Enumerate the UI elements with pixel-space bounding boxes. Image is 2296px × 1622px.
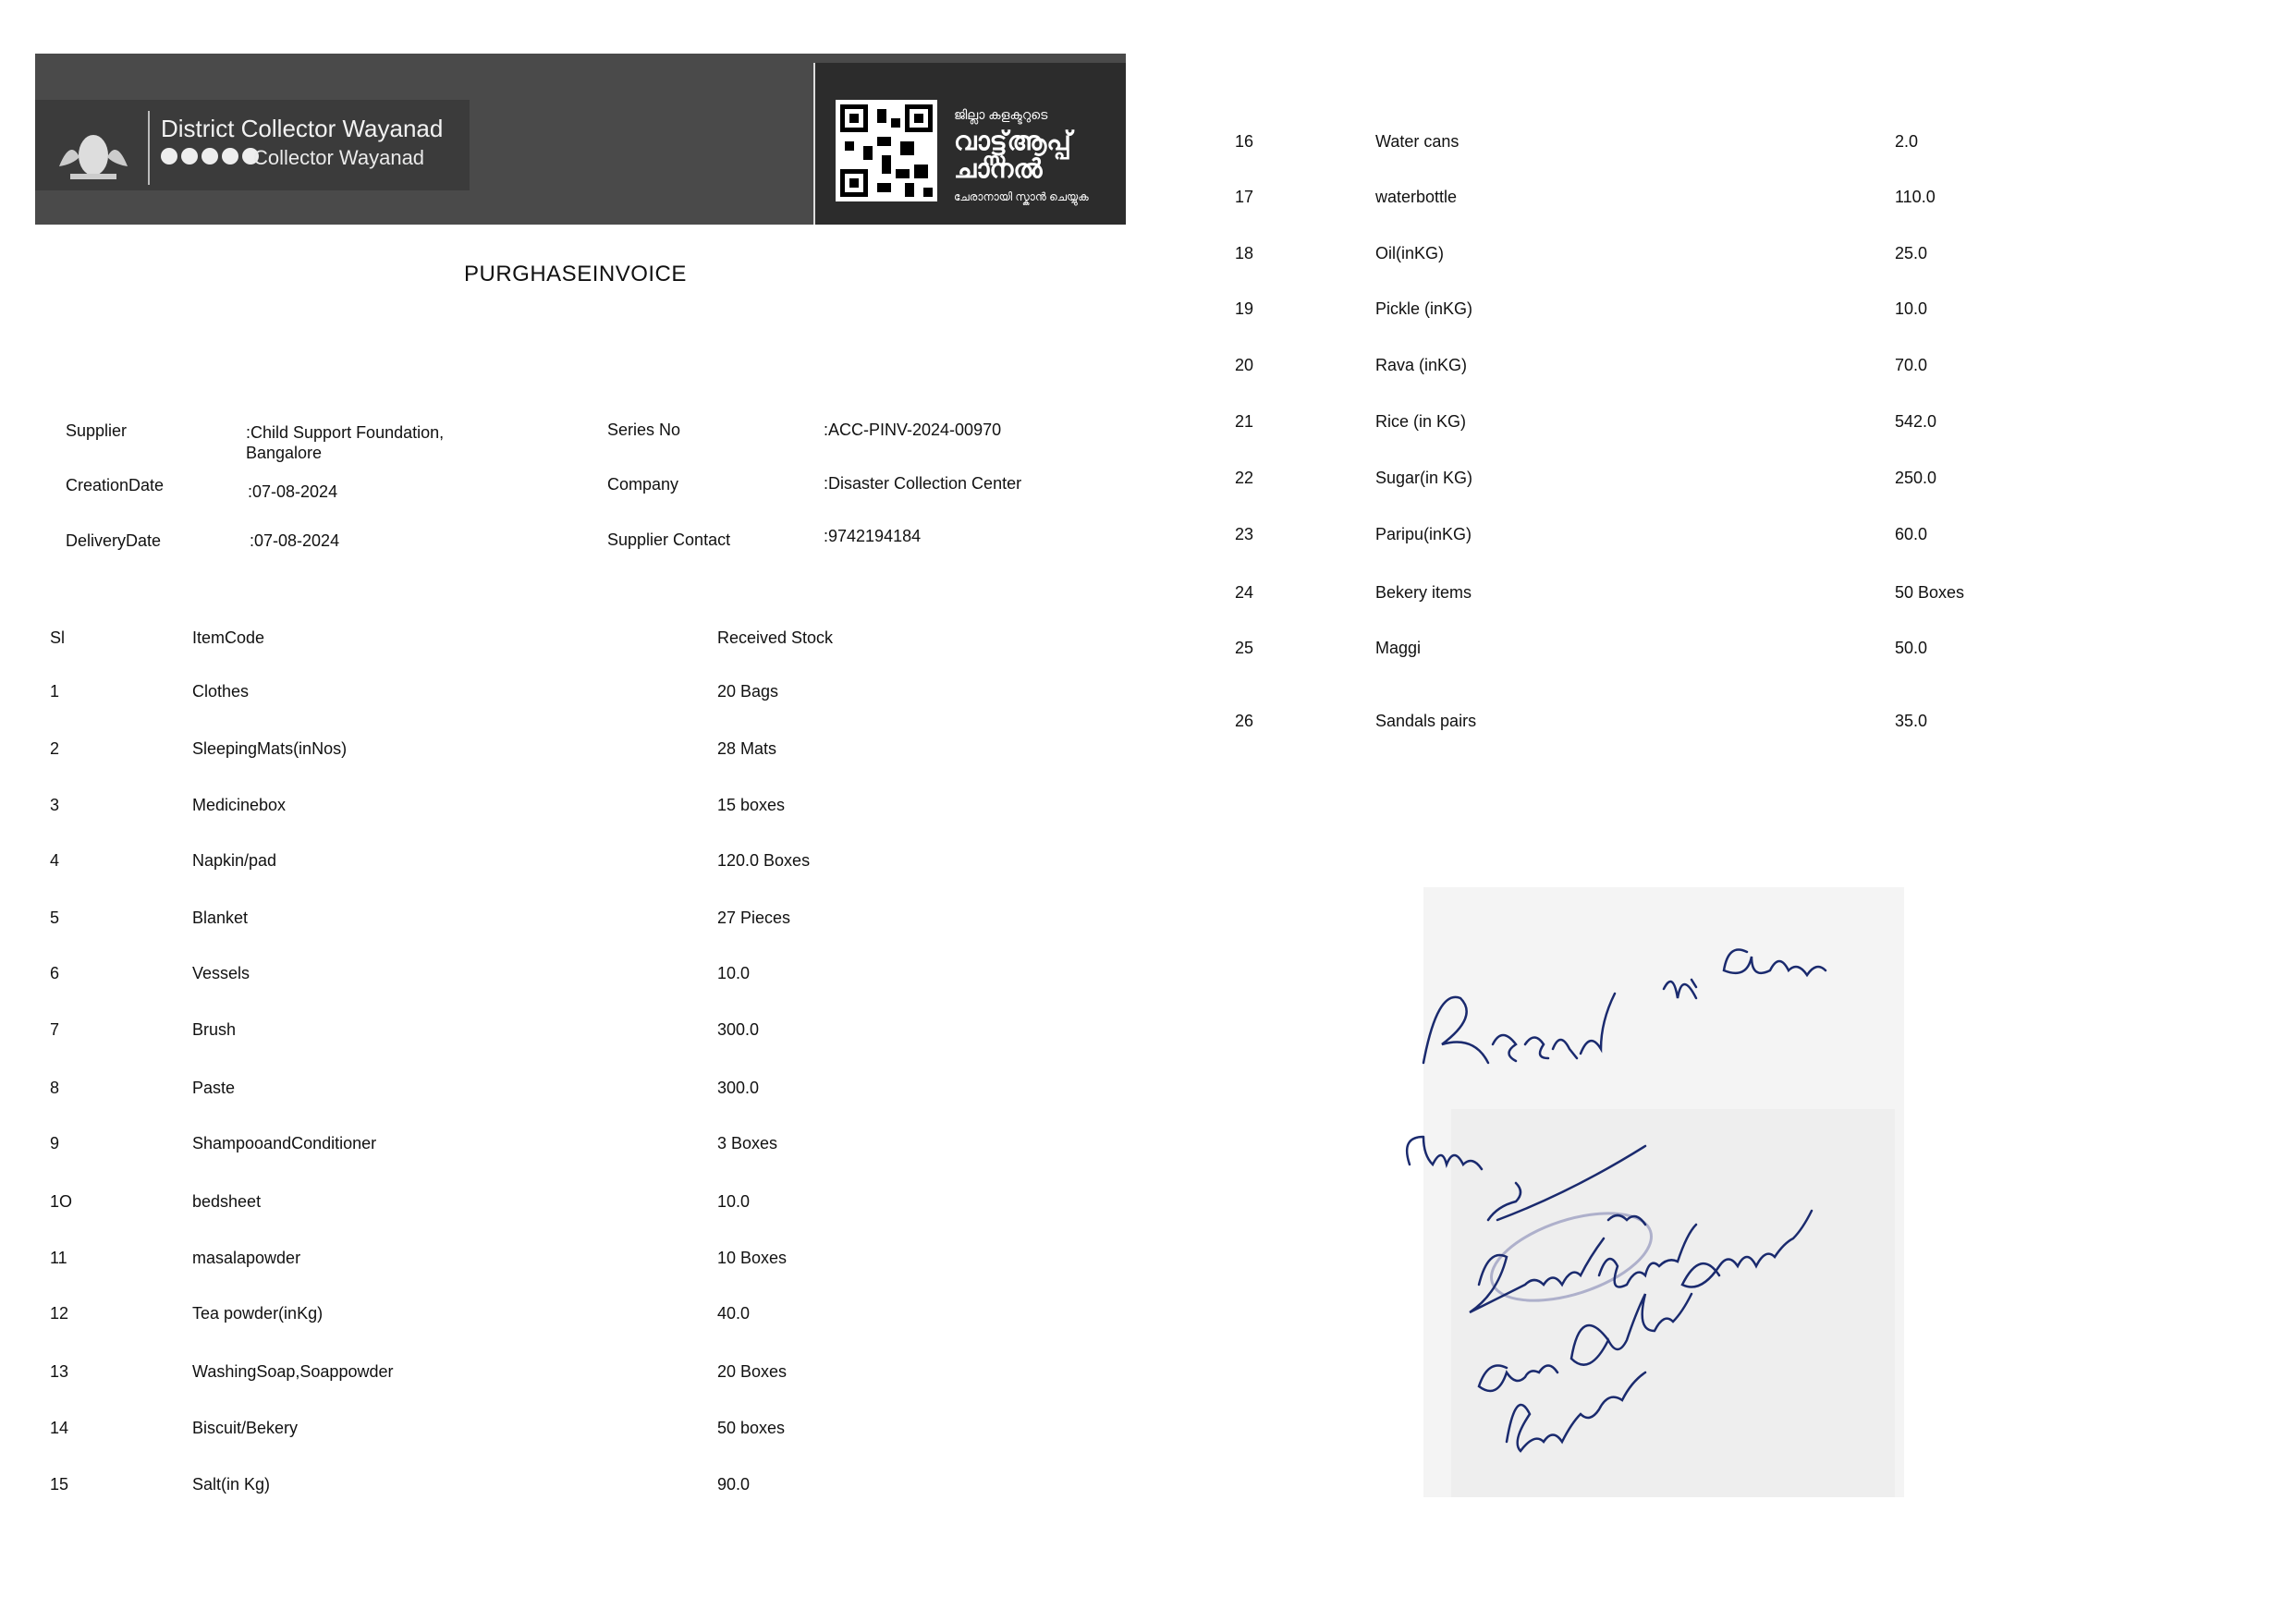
row-stock: 10.0 [717, 1192, 751, 1211]
row-stock: 110.0 [1895, 188, 1936, 206]
social-icons [161, 148, 259, 165]
contact-label: Supplier Contact [607, 531, 731, 549]
row-sl: 4 [50, 851, 60, 870]
row-stock: 10 Boxes [717, 1249, 788, 1267]
row-stock: 15 boxes [717, 796, 786, 814]
row-item: Tea powder(inKg) [192, 1304, 324, 1323]
row-item: waterbottle [1375, 188, 1458, 206]
series-label: Series No [607, 421, 681, 439]
row-item: Sugar(in KG) [1375, 469, 1473, 487]
row-item: Paste [192, 1079, 236, 1097]
creation-date-value: :07-08-2024 [248, 482, 338, 501]
row-sl: 2 [50, 739, 60, 758]
row-item: Oil(inKG) [1375, 244, 1445, 262]
row-sl: 1 [50, 682, 60, 701]
row-sl: 1O [50, 1192, 73, 1211]
contact-value: :9742194184 [824, 527, 922, 545]
kerala-emblem-icon [52, 120, 135, 185]
delivery-date-value: :07-08-2024 [250, 531, 340, 550]
row-item: Paripu(inKG) [1375, 525, 1472, 543]
row-sl: 16 [1235, 132, 1254, 151]
row-stock: 50 Boxes [1895, 583, 1965, 602]
whatsapp-channel-title: വാട്ട്സ്ആപ്പ് ചാനൽ [954, 127, 1071, 183]
row-sl: 3 [50, 796, 60, 814]
row-item: Water cans [1375, 132, 1459, 151]
row-item: Sandals pairs [1375, 712, 1477, 730]
row-sl: 21 [1235, 412, 1254, 431]
row-item: Rice (in KG) [1375, 412, 1467, 431]
row-sl: 15 [50, 1475, 69, 1494]
row-item: Rava (inKG) [1375, 356, 1468, 374]
handwritten-signature [1386, 887, 1923, 1506]
delivery-date-label: DeliveryDate [66, 531, 162, 550]
row-item: Medicinebox [192, 796, 287, 814]
row-stock: 90.0 [717, 1475, 751, 1494]
supplier-value: :Child Support Foundation, [246, 423, 445, 442]
row-item: Bekery items [1375, 583, 1472, 602]
row-sl: 25 [1235, 639, 1254, 657]
row-stock: 20 Bags [717, 682, 779, 701]
row-stock: 28 Mats [717, 739, 777, 758]
row-item: Brush [192, 1020, 237, 1039]
row-sl: 24 [1235, 583, 1254, 602]
row-stock: 60.0 [1895, 525, 1928, 543]
row-stock: 2.0 [1895, 132, 1919, 151]
row-sl: 18 [1235, 244, 1254, 262]
row-sl: 23 [1235, 525, 1254, 543]
row-sl: 19 [1235, 299, 1254, 318]
row-sl: 6 [50, 964, 60, 982]
threads-icon [222, 148, 238, 165]
row-sl: 11 [50, 1249, 67, 1267]
row-sl: 20 [1235, 356, 1254, 374]
row-item: WashingSoap,Soappowder [192, 1362, 394, 1381]
row-sl: 17 [1235, 188, 1254, 206]
row-item: masalapowder [192, 1249, 301, 1267]
row-sl: 12 [50, 1304, 69, 1323]
row-item: Vessels [192, 964, 250, 982]
banner-divider [148, 111, 150, 185]
row-stock: 35.0 [1895, 712, 1928, 730]
row-stock: 40.0 [717, 1304, 751, 1323]
row-stock: 542.0 [1895, 412, 1937, 431]
company-label: Company [607, 475, 679, 494]
row-sl: 14 [50, 1419, 69, 1437]
row-item: Pickle (inKG) [1375, 299, 1473, 318]
row-sl: 7 [50, 1020, 60, 1039]
supplier-label: Supplier [66, 421, 128, 440]
whatsapp-scan-note: ചേരാനായി സ്കാൻ ചെയ്യുക [954, 190, 1089, 203]
org-name: District Collector Wayanad [161, 115, 444, 142]
row-item: SleepingMats(inNos) [192, 739, 348, 758]
row-stock: 120.0 Boxes [717, 851, 811, 870]
row-item: Maggi [1375, 639, 1422, 657]
row-stock: 250.0 [1895, 469, 1937, 487]
supplier-value-line2: Bangalore [246, 444, 323, 462]
row-sl: 8 [50, 1079, 60, 1097]
row-stock: 70.0 [1895, 356, 1928, 374]
row-item: ShampooandConditioner [192, 1134, 377, 1152]
facebook-icon [161, 148, 177, 165]
row-sl: 13 [50, 1362, 69, 1381]
row-stock: 27 Pieces [717, 909, 791, 927]
row-stock: 300.0 [717, 1079, 760, 1097]
row-sl: 26 [1235, 712, 1254, 730]
row-item: bedsheet [192, 1192, 262, 1211]
row-sl: 22 [1235, 469, 1254, 487]
row-stock: 20 Boxes [717, 1362, 788, 1381]
row-item: Salt(in Kg) [192, 1475, 271, 1494]
row-sl: 9 [50, 1134, 60, 1152]
social-handle: Collector Wayanad [253, 146, 425, 169]
row-item: Biscuit/Bekery [192, 1419, 299, 1437]
row-stock: 25.0 [1895, 244, 1928, 262]
header-banner [35, 54, 1126, 225]
header-itemcode: ItemCode [192, 628, 265, 647]
row-stock: 10.0 [1895, 299, 1928, 318]
qr-code-icon [836, 100, 937, 201]
row-sl: 5 [50, 909, 60, 927]
x-icon [202, 148, 218, 165]
invoice-title: PURGHASEINVOICE [464, 262, 687, 287]
row-stock: 3 Boxes [717, 1134, 778, 1152]
whatsapp-panel [813, 63, 1126, 225]
row-item: Napkin/pad [192, 851, 277, 870]
instagram-icon [181, 148, 198, 165]
header-received-stock: Received Stock [717, 628, 834, 647]
creation-date-label: CreationDate [66, 476, 165, 494]
row-stock: 300.0 [717, 1020, 760, 1039]
header-sl: Sl [50, 628, 66, 647]
row-stock: 50 boxes [717, 1419, 786, 1437]
row-item: Blanket [192, 909, 249, 927]
row-stock: 10.0 [717, 964, 751, 982]
row-stock: 50.0 [1895, 639, 1928, 657]
series-value: :ACC-PINV-2024-00970 [824, 421, 1002, 439]
row-item: Clothes [192, 682, 250, 701]
company-value: :Disaster Collection Center [824, 474, 1022, 493]
whatsapp-caption: ജില്ലാ കളക്ടറുടെ [954, 107, 1048, 122]
